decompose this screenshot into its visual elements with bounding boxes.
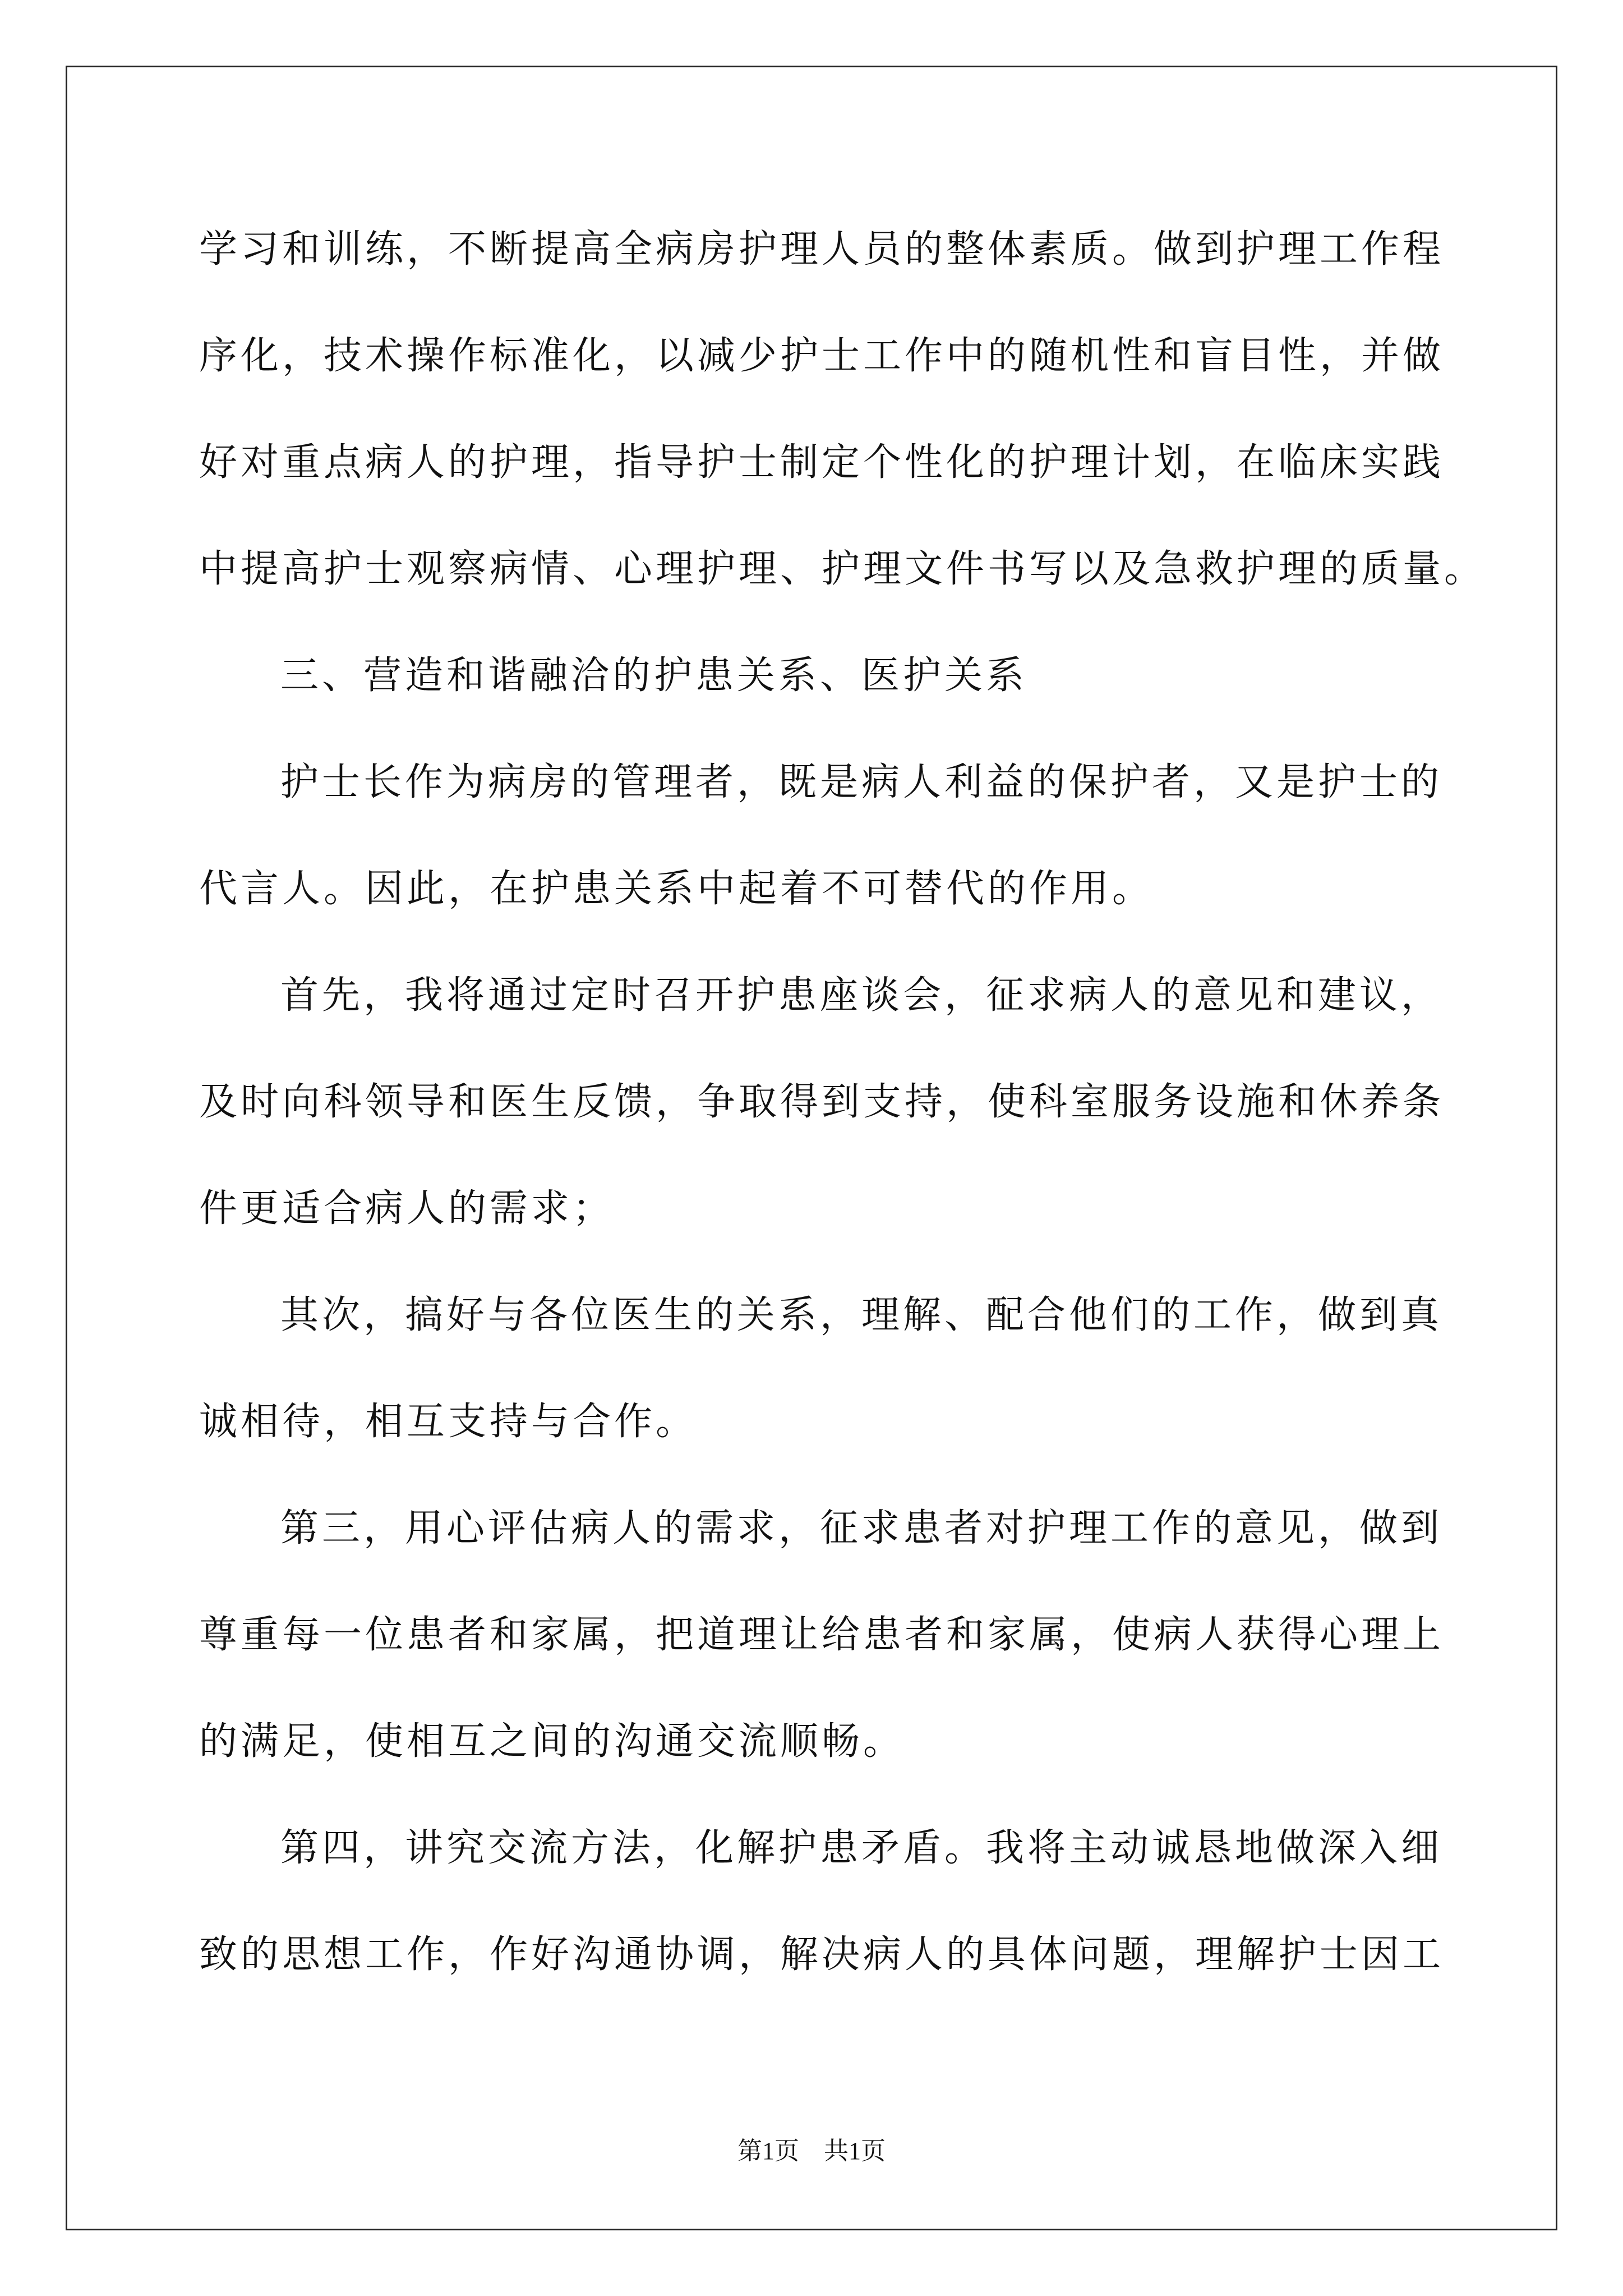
paragraph-line: 护士长作为病房的管理者，既是病人利益的保护者，又是护士的	[280, 760, 1443, 804]
paragraph-line: 致的思想工作，作好沟通协调，解决病人的具体问题，理解护士因工	[199, 1932, 1445, 1977]
paragraph-line: 第四，讲究交流方法，化解护患矛盾。我将主动诚恳地做深入细	[280, 1826, 1443, 1870]
paragraph-line: 尊重每一位患者和家属，把道理让给患者和家属，使病人获得心理上	[199, 1613, 1445, 1657]
paragraph-line: 诚相待，相互支持与合作。	[199, 1400, 698, 1444]
paragraph-line: 中提高护士观察病情、心理护理、护理文件书写以及急救护理的质量。	[199, 547, 1486, 591]
paragraph-line: 首先，我将通过定时召开护患座谈会，征求病人的意见和建议，	[280, 973, 1443, 1018]
paragraph-line: 件更适合病人的需求；	[199, 1186, 615, 1231]
document-body	[199, 219, 1486, 2031]
section-heading: 三、营造和谐融洽的护患关系、医护关系	[280, 654, 1028, 698]
paragraph-line: 其次，搞好与各位医生的关系，理解、配合他们的工作，做到真	[280, 1293, 1443, 1337]
paragraph-line: 代言人。因此，在护患关系中起着不可替代的作用。	[199, 867, 1154, 911]
paragraph-line: 第三，用心评估病人的需求，征求患者对护理工作的意见，做到	[280, 1506, 1443, 1550]
paragraph-line: 好对重点病人的护理，指导护士制定个性化的护理计划，在临床实践	[199, 440, 1445, 485]
page-footer: 第1页 共1页	[737, 2137, 886, 2165]
paragraph-line: 序化，技术操作标准化，以减少护士工作中的随机性和盲目性，并做	[199, 334, 1445, 378]
paragraph-line: 的满足，使相互之间的沟通交流顺畅。	[199, 1719, 905, 1764]
paragraph-line: 及时向科领导和医生反馈，争取得到支持，使科室服务设施和休养条	[199, 1080, 1445, 1124]
paragraph-line: 学习和训练，不断提高全病房护理人员的整体素质。做到护理工作程	[199, 227, 1445, 272]
